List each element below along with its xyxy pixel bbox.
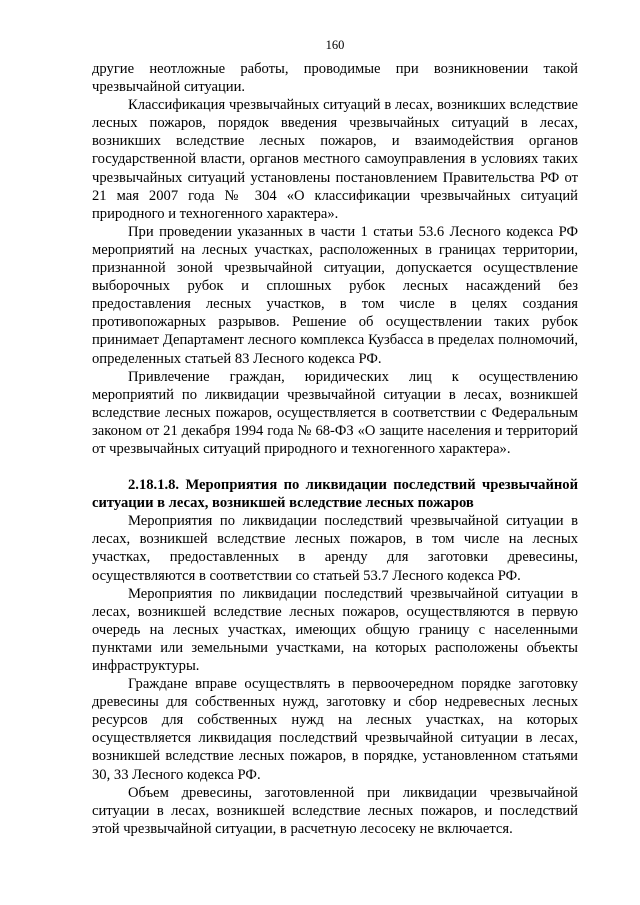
- paragraph-priority-areas: Мероприятия по ликвидации последствий чрезвычайной ситуации в лесах, возникшей вследствие лесных пожаров, осуществляются в первую очередь на лесных участках, имеющих общую границу с населенными пунктами или земельными участками, на которых расположены объекты инфраструктуры.: [92, 585, 578, 674]
- section-heading: 2.18.1.8. Мероприятия по ликвидации последствий чрезвычайной ситуации в лесах, возникшей вследствие лесных пожаров: [92, 477, 578, 512]
- paragraph-measures: Мероприятия по ликвидации последствий чрезвычайной ситуации в лесах, возникшей вследствие лесных пожаров, в том числе на лесных участках, предоставленных в аренду для заготовки древесины, осуществляются в соответствии со статьей 53.7 Лесного кодекса РФ.: [92, 513, 578, 584]
- paragraph-logging: При проведении указанных в части 1 статьи 53.6 Лесного кодекса РФ мероприятий на лесных участках, расположенных в границах территории, признанной зоной чрезвычайной ситуации, допускается осуществление выборочных рубок и сплошных рубок лесных насаждений без предоставления лесных участков, в том числе в целях создания противопожарных разрывов. Решение об осуществлении таких рубок принимает Департамент лесного комплекса Кузбасса в пределах полномочий, определенных статьей 83 Лесного кодекса РФ.: [92, 223, 578, 367]
- paragraph-citizens-involvement: Привлечение граждан, юридических лиц к осуществлению мероприятий по ликвидации чрезвычайной ситуации в лесах, возникшей вследствие лесных пожаров, осуществляется в соответствии с Федеральным законом от 21 декабря 1994 года № 68-ФЗ «О защите населения и территорий от чрезвычайных ситуаций природного и техногенного характера».: [92, 368, 578, 457]
- paragraph-classification: Классификация чрезвычайных ситуаций в лесах, возникших вследствие лесных пожаров, порядок введения чрезвычайных ситуаций в лесах, возникших вследствие лесных пожаров, и взаимодействия органов государственной власти, органов местного самоуправления в условиях таких чрезвычайных ситуаций установлены постановлением Правительства РФ от 21 мая 2007 года № 304 «О классификации чрезвычайных ситуаций природного и техногенного характера».: [92, 97, 578, 222]
- paragraph-citizens-rights: Граждане вправе осуществлять в первоочередном порядке заготовку древесины для собственных нужд, заготовку и сбор недревесных лесных ресурсов для собственных нужд на лесных участках, на которых осуществляется ликвидация последствий чрезвычайной ситуации в лесах, возникшей вследствие лесных пожаров, в порядке, установленном статьями 30, 33 Лесного кодекса РФ.: [92, 676, 578, 783]
- paragraph-continuation: другие неотложные работы, проводимые при возникновении такой чрезвычайной ситуации.: [92, 61, 578, 96]
- paragraph-timber-volume: Объем древесины, заготовленной при ликвидации чрезвычайной ситуации в лесах, возникшей вследствие лесных пожаров, и последствий этой чрезвычайной ситуации, в расчетную лесосеку не включается.: [92, 784, 578, 837]
- page-number: 160: [325, 38, 345, 52]
